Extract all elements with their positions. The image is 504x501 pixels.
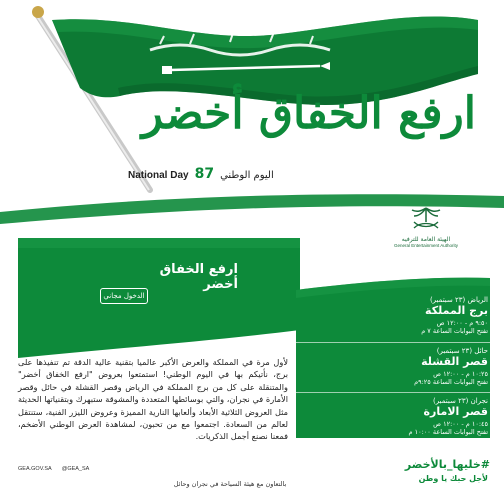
venue-time: ٩:٥٠ م - ١٢:٠٠ ص [436, 318, 488, 327]
headline: ارفع الخفاق أخضر [141, 88, 476, 139]
venue-name: برج المملكة [425, 304, 488, 318]
venue-time: ١٠:٢٥ م - ١٢:٠٠ ص [433, 369, 488, 378]
venue-item [296, 392, 496, 442]
twitter-handle[interactable]: @GEA_SA [61, 466, 90, 472]
event-title: ارفع الخفاق أخضر [159, 262, 238, 292]
event-description: لأول مرة في المملكة والعرض الأكبر عالميا بتقنية عالية الدقة تم تنفيذها على برج، نأتيكم بها في اليوم الوطني! استمتعوا بعروض "ارفع الخفاق أخضر" والمتنقلة على كل من برج المملكة في الرياض وقصر القشلة في حائل وقصر الأمارة في نجران، والتي بوسائطها المتعددة والمشوقة ستبهرك وبتقنياتها الحديثة مثل العروض الثلاثية الأبعاد وألعابها النارية المميزة وعروض الليزر الفنية، ستنتقل لعالم من السعادة. اجتمعوا مع من تحبون، لمشاهدة العرض الوطني الأضخم، فمعنا نصنع أجمل الذكريات. [18, 357, 288, 442]
slogan: لأجل حبك يا وطن [418, 474, 488, 483]
national-day-number: 87 [194, 166, 215, 182]
venue-list [296, 292, 496, 442]
national-day-ar: اليوم الوطني [220, 170, 274, 181]
venue-name: قصر الامارة [423, 405, 488, 419]
venue-gates: تفتح البوابات الساعة ١٠:٠٠ م [408, 428, 488, 437]
website-link[interactable]: GEA.GOV.SA [18, 466, 52, 472]
gea-name-en: General Entertainment Authority [393, 243, 459, 249]
national-day-line [128, 166, 338, 182]
venue-item [296, 342, 496, 392]
partner-note: بالتعاون مع هيئة السياحة في نجران وحائل [173, 480, 287, 488]
venue-city-date: نجران (٢٣ سبتمبر) [433, 397, 488, 405]
venue-city-date: الرياض (٢٣ سبتمبر) [429, 296, 488, 304]
venue-time: ١٠:٤٥ م - ١٢:٠٠ ص [433, 419, 488, 428]
venue-item [296, 292, 496, 342]
venue-gates: تفتح البوابات الساعة ٩:٢٥م [414, 378, 488, 387]
hashtag: #خليها_بالأخضر [404, 458, 490, 471]
venue-gates: تفتح البوابات الساعة ٧ م [421, 327, 488, 336]
contact-links [18, 466, 148, 472]
venue-city-date: حائل (٢٣ سبتمبر) [436, 347, 488, 355]
gea-logo [388, 206, 464, 249]
national-day-en: National Day [128, 170, 189, 181]
venue-name: قصر القشلة [421, 355, 488, 369]
gea-name-ar: الهيئة العامة للترفيه [401, 236, 451, 243]
palm-swords-icon [406, 206, 446, 232]
free-entry-badge: الدخول مجاني [100, 288, 148, 304]
